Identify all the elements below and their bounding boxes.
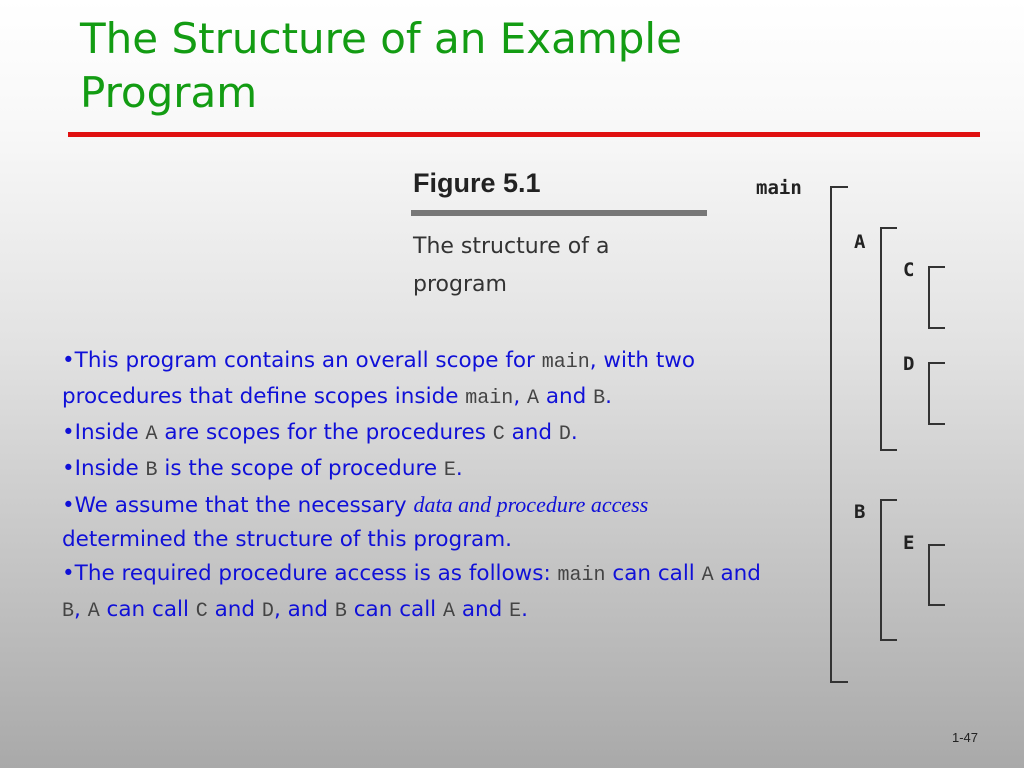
code-term: A <box>526 387 539 410</box>
bullet-2 <box>62 416 762 452</box>
bullet-text: are scopes for the procedures <box>157 420 493 445</box>
bullet-text: can call <box>99 597 196 622</box>
code-term: C <box>492 423 505 446</box>
scope-label-b: B <box>854 501 866 523</box>
code-term: main <box>465 387 514 410</box>
bracket-main <box>831 187 848 682</box>
figure-caption-line-1: The structure of a <box>413 234 610 259</box>
slide-number: 1-47 <box>952 730 979 745</box>
bullet-text: and <box>455 597 510 622</box>
bullet-text: . <box>605 384 612 409</box>
bullet-list <box>62 344 762 629</box>
code-term: B <box>334 600 347 623</box>
figure-label: Figure 5.1 <box>413 168 541 198</box>
italic-term: data and procedure access <box>413 492 649 517</box>
code-term: B <box>593 387 606 410</box>
bullet-text: , with two procedures that define scopes inside <box>62 348 696 409</box>
bullet-text: . <box>570 420 578 445</box>
bullet-text: and <box>504 420 559 445</box>
bullet-text: . <box>455 456 463 481</box>
slide-title-line-1: The Structure of an Example <box>80 14 682 63</box>
figure-caption <box>413 228 713 304</box>
code-term: B <box>145 459 158 482</box>
code-term: E <box>509 600 522 623</box>
scope-label-c: C <box>903 259 915 281</box>
bullet-text: can call <box>346 597 443 622</box>
bullet-text: and <box>539 384 594 409</box>
scope-label-a: A <box>854 231 866 253</box>
title-underline <box>68 132 980 137</box>
figure-caption-line-2: program <box>413 272 507 297</box>
bullet-text: and <box>207 597 262 622</box>
bullet-text: •Inside <box>62 420 146 445</box>
bullet-text: •Inside <box>62 456 146 481</box>
bullet-text: can call <box>605 561 702 586</box>
code-term: main <box>557 564 606 587</box>
code-term: D <box>261 600 274 623</box>
bullet-text: is the scope of procedure <box>157 456 444 481</box>
figure-divider <box>411 210 707 216</box>
scope-label-main: main <box>756 177 802 199</box>
bullet-5 <box>62 557 762 629</box>
bullet-4 <box>62 488 762 557</box>
bullet-1 <box>62 344 762 416</box>
bullet-text: •The required procedure access is as follows: <box>62 561 558 586</box>
bullet-text: and <box>713 561 761 586</box>
bullet-text: . <box>521 597 528 622</box>
bullet-text: , and <box>273 597 335 622</box>
bullet-3 <box>62 452 762 488</box>
code-term: main <box>541 351 590 374</box>
bracket-b <box>881 500 897 640</box>
code-term: A <box>701 564 714 587</box>
code-term: A <box>87 600 100 623</box>
bracket-c <box>929 267 945 328</box>
bracket-e <box>929 545 945 605</box>
bullet-text: •We assume that the necessary <box>62 493 414 518</box>
scope-diagram <box>740 165 980 695</box>
code-term: A <box>442 600 455 623</box>
slide-title <box>80 12 682 120</box>
code-term: D <box>558 423 571 446</box>
code-term: C <box>195 600 208 623</box>
slide-title-line-2: Program <box>80 68 258 117</box>
bullet-text: , <box>74 597 88 622</box>
bracket-a <box>881 228 897 450</box>
scope-label-d: D <box>903 353 915 375</box>
bullet-text: •This program contains an overall scope for <box>62 348 542 373</box>
code-term: E <box>443 459 456 482</box>
bullet-text: , <box>513 384 527 409</box>
scope-label-e: E <box>903 532 915 554</box>
code-term: A <box>145 423 158 446</box>
bullet-text: determined the structure of this program. <box>62 527 512 552</box>
code-term: B <box>62 600 75 623</box>
bracket-d <box>929 363 945 424</box>
